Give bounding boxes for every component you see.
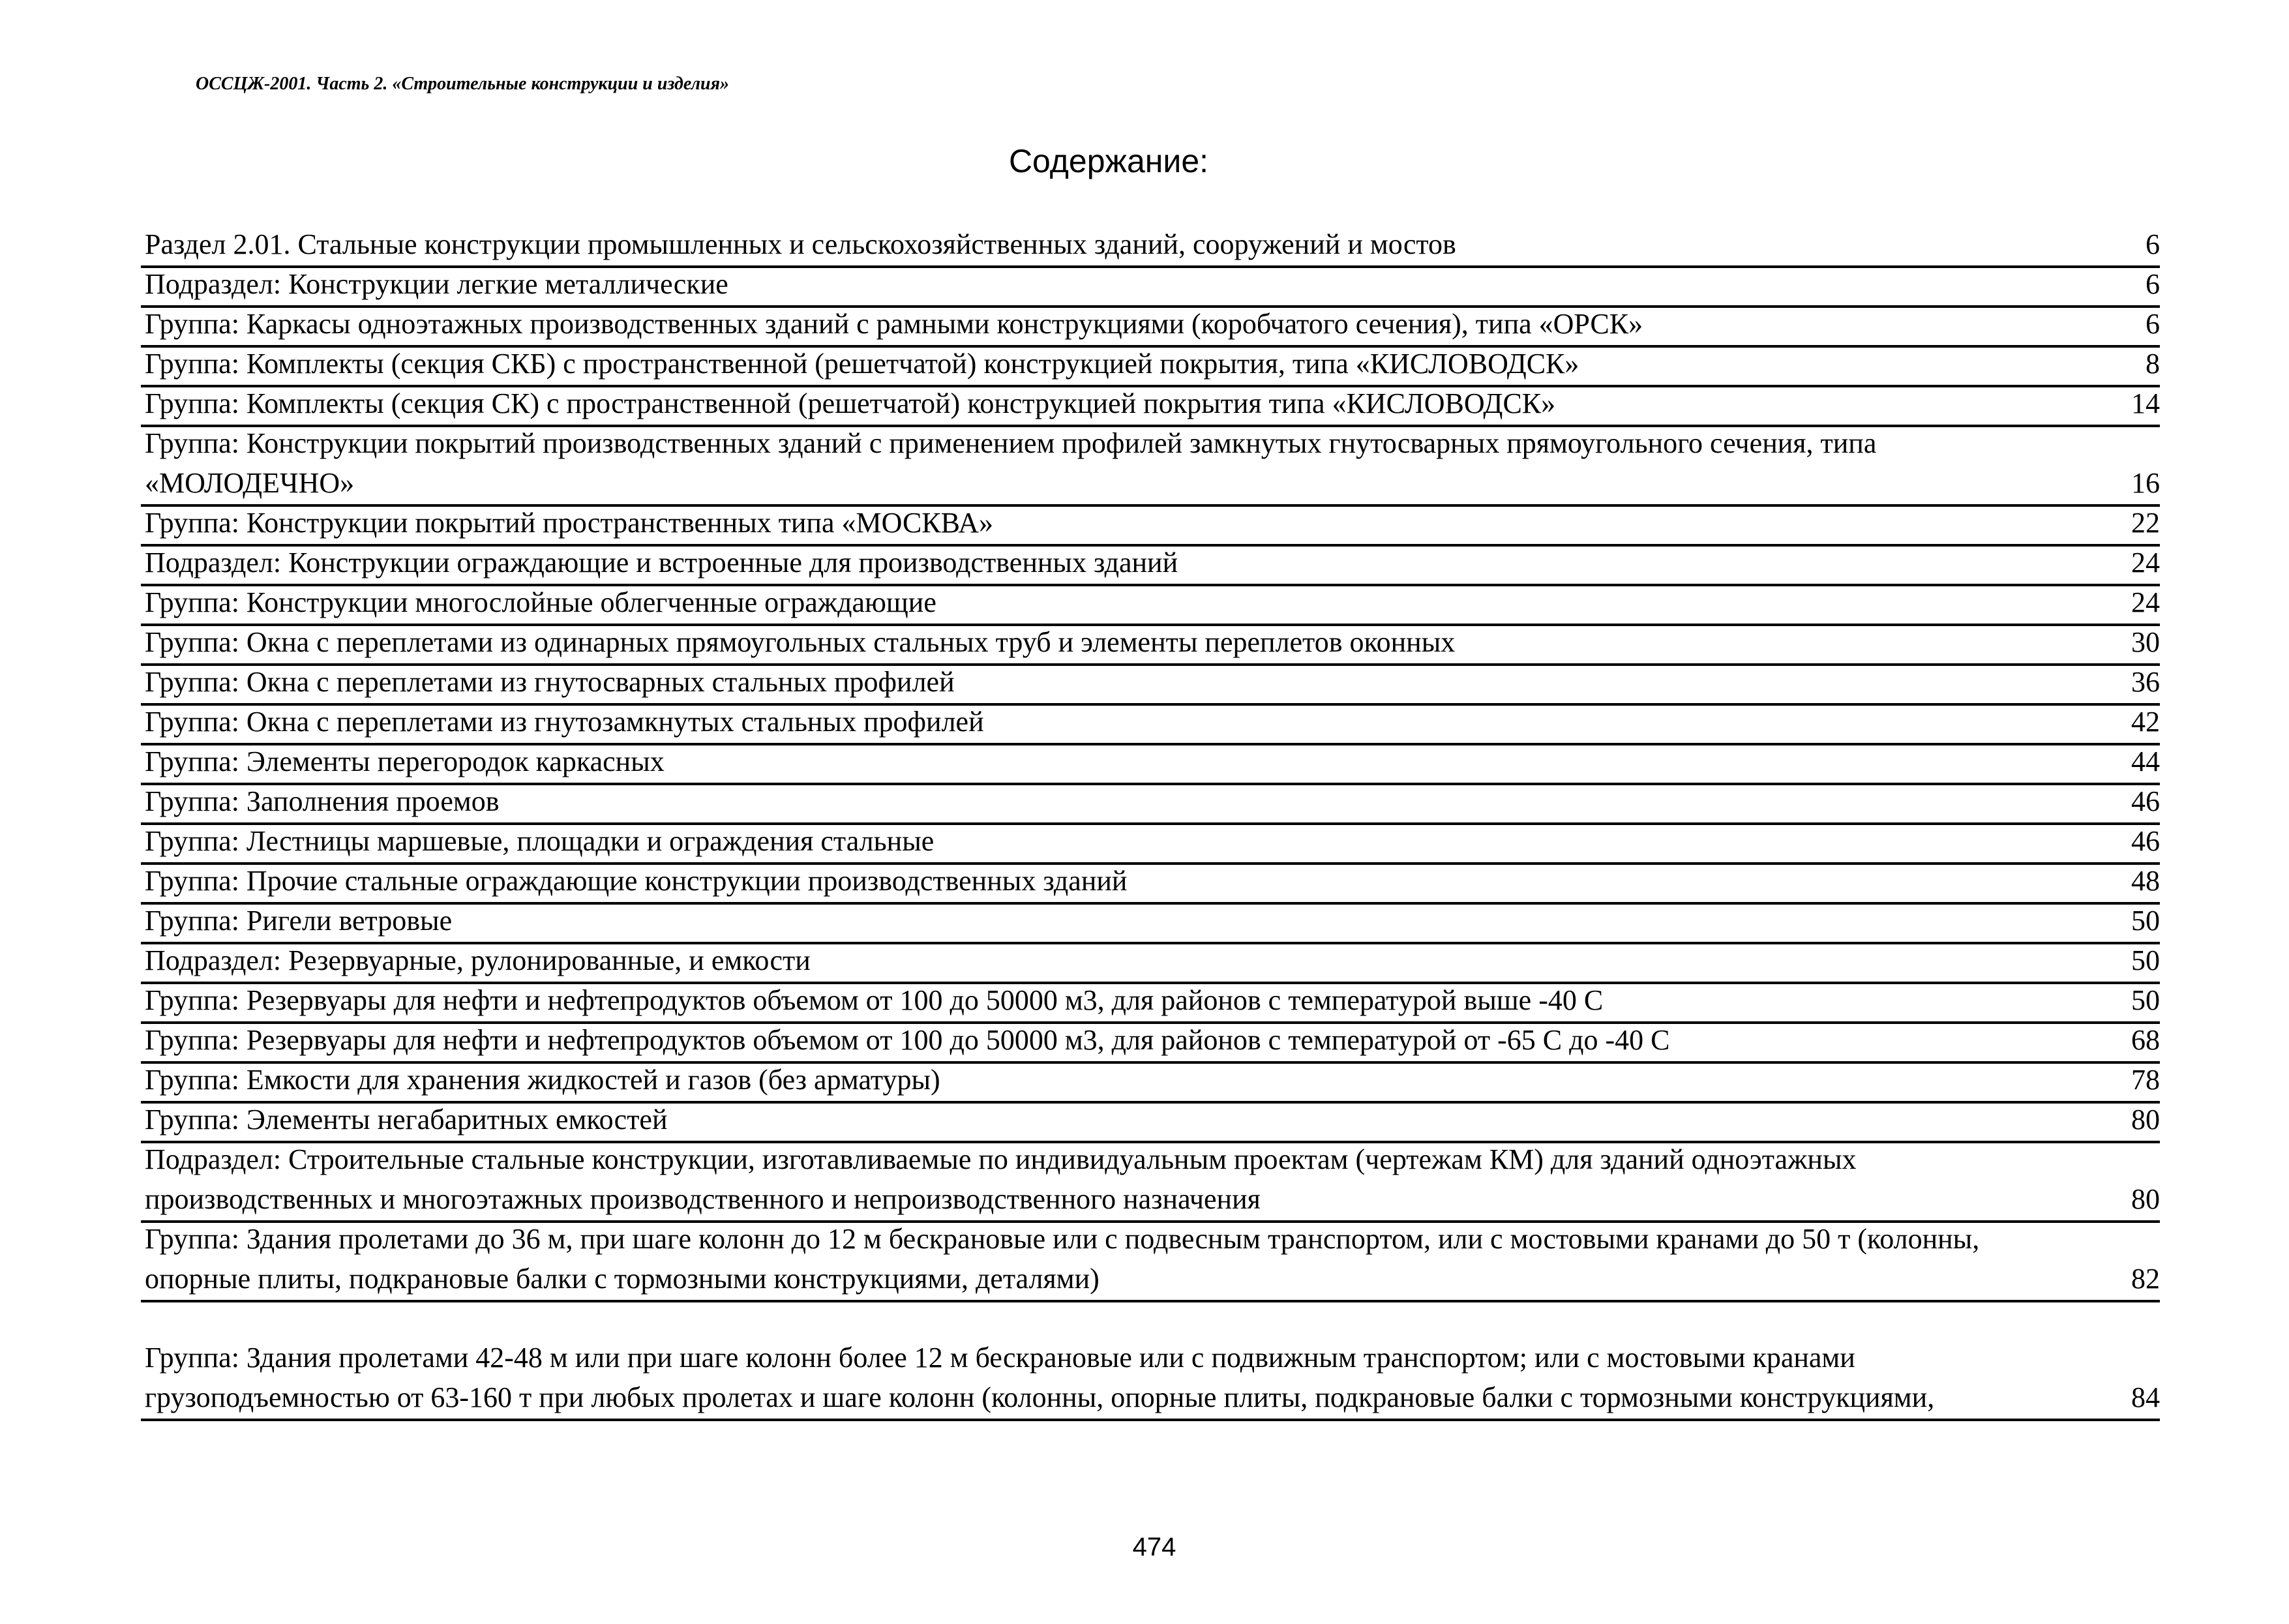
toc-entry-text: Группа: Прочие стальные ограждающие конструкции производственных зданий xyxy=(145,865,1128,897)
toc-entry-page: 50 xyxy=(2131,984,2160,1016)
toc-entry-text: Раздел 2.01. Стальные конструкции промышленных и сельскохозяйственных зданий, сооружений и мостов xyxy=(145,228,1456,260)
toc-entry-page: 82 xyxy=(2131,1263,2160,1295)
toc-entry-text: Группа: Конструкции покрытий пространственных типа «МОСКВА» xyxy=(145,507,993,539)
toc-entry-text: Подраздел: Конструкции легкие металлические xyxy=(145,268,728,300)
toc-row xyxy=(141,865,2160,905)
toc-entry-page: 42 xyxy=(2131,706,2160,738)
page-title: Содержание: xyxy=(1008,143,1209,179)
toc-row xyxy=(141,387,2160,427)
page-number: 474 xyxy=(1132,1533,1176,1561)
toc-row xyxy=(141,308,2160,348)
toc-entry-page: 6 xyxy=(2146,228,2160,260)
toc-row xyxy=(141,944,2160,984)
toc-entry-text: Группа: Каркасы одноэтажных производственных зданий с рамными конструкциями (коробчатого сечения), типа «ОРСК» xyxy=(145,308,1643,340)
toc-entry-text: Группа: Окна с переплетами из гнутозамкнутых стальных профилей xyxy=(145,706,984,738)
toc-entry-page: 24 xyxy=(2131,547,2160,579)
toc-entry-page: 22 xyxy=(2131,507,2160,539)
toc-entry-page: 6 xyxy=(2146,308,2160,340)
toc-row xyxy=(141,547,2160,586)
toc-entry-text: Группа: Конструкции покрытий производственных зданий с применением профилей замкнутых гнутосварных прямоугольного сечения, типа «МОЛОДЕЧНО» xyxy=(145,427,1877,499)
toc-row xyxy=(141,1143,2160,1223)
toc-entry-text: Группа: Окна с переплетами из одинарных прямоугольных стальных труб и элементы переплетов оконных xyxy=(145,626,1456,658)
toc-row xyxy=(141,706,2160,745)
toc-entry-page: 36 xyxy=(2131,666,2160,698)
toc-row xyxy=(141,1064,2160,1104)
toc-row xyxy=(141,348,2160,387)
toc-row xyxy=(141,268,2160,308)
toc-entry-page: 30 xyxy=(2131,626,2160,658)
toc-entry-page: 16 xyxy=(2131,467,2160,499)
toc-entry-page: 80 xyxy=(2131,1183,2160,1215)
toc-entry-text: Группа: Комплекты (секция СКБ) с пространственной (решетчатой) конструкцией покрытия, типа «КИСЛОВОДСК» xyxy=(145,348,1579,380)
toc-entry-page: 48 xyxy=(2131,865,2160,897)
toc-row xyxy=(141,825,2160,865)
toc-row xyxy=(141,1223,2160,1302)
toc-entry-page: 50 xyxy=(2131,905,2160,937)
toc-entry-text: Группа: Лестницы маршевые, площадки и ограждения стальные xyxy=(145,825,935,857)
toc-entry-page: 46 xyxy=(2131,785,2160,817)
toc-entry-text: Подраздел: Строительные стальные конструкции, изготавливаемые по индивидуальным проектам (чертежам КМ) для зданий одноэтажных производственных и многоэтажных производственного и непроизводственного назначения xyxy=(145,1143,1857,1215)
toc-entry-text: Группа: Комплекты (секция СК) с пространственной (решетчатой) конструкцией покрытия типа «КИСЛОВОДСК» xyxy=(145,387,1556,419)
toc-row xyxy=(141,1342,2160,1421)
running-header: ОССЦЖ-2001. Часть 2. «Строительные конструкции и изделия» xyxy=(196,74,729,94)
toc-entry-page: 68 xyxy=(2131,1024,2160,1056)
toc-entry-page: 44 xyxy=(2131,745,2160,777)
toc-row xyxy=(141,507,2160,547)
toc-entry-text: Группа: Элементы перегородок каркасных xyxy=(145,745,665,777)
toc-entry-page: 24 xyxy=(2131,586,2160,618)
toc-row xyxy=(141,228,2160,268)
toc-row xyxy=(141,626,2160,666)
toc-entry-page: 50 xyxy=(2131,944,2160,976)
toc-row xyxy=(141,1104,2160,1143)
toc-row xyxy=(141,785,2160,825)
toc-row xyxy=(141,586,2160,626)
toc-entry-text: Группа: Окна с переплетами из гнутосварных стальных профилей xyxy=(145,666,955,698)
toc-entry-text: Группа: Конструкции многослойные облегченные ограждающие xyxy=(145,586,936,618)
toc-entry-text: Группа: Элементы негабаритных емкостей xyxy=(145,1104,668,1135)
toc-entry-page: 46 xyxy=(2131,825,2160,857)
toc-row xyxy=(141,905,2160,944)
toc-row xyxy=(141,666,2160,706)
toc-entry-text: Подраздел: Конструкции ограждающие и встроенные для производственных зданий xyxy=(145,547,1178,579)
toc-entry-text: Группа: Здания пролетами 42-48 м или при шаге колонн более 12 м бескрановые или с подвижным транспортом; или с мостовыми кранами грузоподъемностью от 63-160 т при любых пролетах и шаге колонн (колонны, опорные плиты, подкрановые балки с тормозными конструкциями, xyxy=(145,1342,1935,1413)
toc-entry-page: 8 xyxy=(2146,348,2160,380)
toc-entry-text: Группа: Резервуары для нефти и нефтепродуктов объемом от 100 до 50000 м3, для районов с температурой выше -40 С xyxy=(145,984,1604,1016)
toc-row xyxy=(141,1024,2160,1064)
toc-entry-text: Группа: Здания пролетами до 36 м, при шаге колонн до 12 м бескрановые или с подвесным транспортом, или с мостовыми кранами до 50 т (колонны, опорные плиты, подкрановые балки с тормозными конструкциями, деталями) xyxy=(145,1223,1980,1295)
toc-entry-text: Подраздел: Резервуарные, рулонированные, и емкости xyxy=(145,944,811,976)
toc-entry-text: Группа: Заполнения проемов xyxy=(145,785,500,817)
toc-row xyxy=(141,984,2160,1024)
toc-entry-text: Группа: Ригели ветровые xyxy=(145,905,453,937)
toc-row xyxy=(141,745,2160,785)
toc-entry-page: 80 xyxy=(2131,1104,2160,1135)
toc-entry-page: 6 xyxy=(2146,268,2160,300)
toc-entry-page: 78 xyxy=(2131,1064,2160,1096)
toc-entry-page: 84 xyxy=(2131,1381,2160,1413)
table-of-contents xyxy=(141,228,2160,1421)
toc-row xyxy=(141,427,2160,507)
toc-entry-page: 14 xyxy=(2131,387,2160,419)
toc-entry-text: Группа: Резервуары для нефти и нефтепродуктов объемом от 100 до 50000 м3, для районов с температурой от -65 С до -40 С xyxy=(145,1024,1670,1056)
toc-entry-text: Группа: Емкости для хранения жидкостей и газов (без арматуры) xyxy=(145,1064,940,1096)
